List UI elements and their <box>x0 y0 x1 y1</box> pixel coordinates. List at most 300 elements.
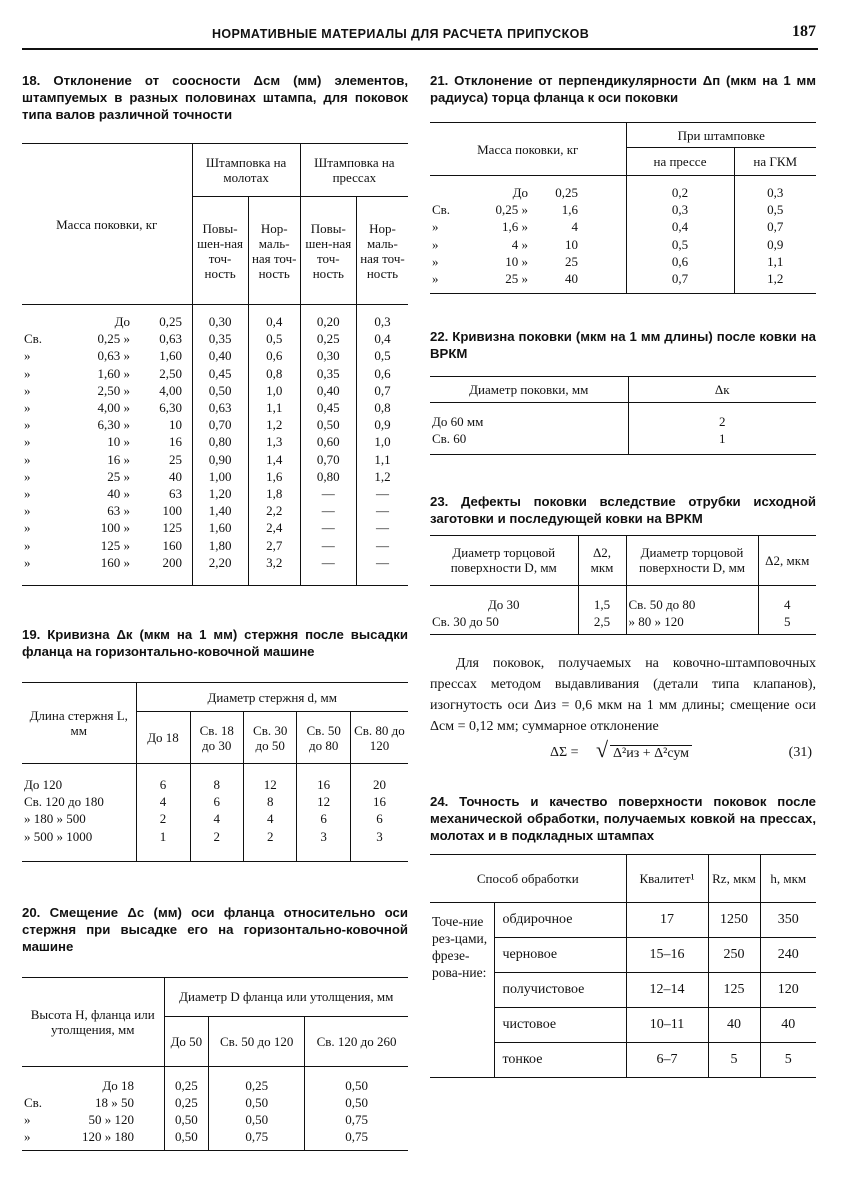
t18-cell: 0,90 <box>192 451 248 468</box>
t18-cell: 0,40 <box>192 347 248 364</box>
t18-cell: 0,50 <box>192 382 248 399</box>
t18-cell: 0,35 <box>300 365 356 382</box>
t20-cell: 0,25 <box>209 1066 305 1094</box>
table-row <box>22 433 408 450</box>
table-row <box>22 468 408 485</box>
table-23-caption: 23. Дефекты поковки вследствие отрубки исходной заготовки и последующей ковки на ВРКМ <box>430 493 816 526</box>
t18-cell: 0,4 <box>374 331 391 347</box>
t21-cell: 0,3 <box>767 185 784 200</box>
t23-diam-cell: Св. 30 до 50 <box>430 613 578 635</box>
t18-cell: — <box>375 537 389 553</box>
table-row <box>22 1094 408 1111</box>
t19-cell: 12 <box>243 764 296 794</box>
t18-mass-part: 4,00 <box>159 382 182 398</box>
t19-col-header: Св. 18 до 30 <box>190 712 243 764</box>
t18-cell: 0,5 <box>374 348 391 364</box>
t24-method-cell: тонкое <box>494 1043 626 1078</box>
t18-mass-part: 0,25 <box>159 314 182 329</box>
formula-31 <box>430 737 816 767</box>
t18-cell: 0,20 <box>300 305 356 331</box>
t20-height-range <box>22 1111 164 1128</box>
t19-cell: 8 <box>243 793 296 810</box>
t22-val-header: Δк <box>628 377 816 403</box>
t18-mass-range <box>22 365 192 382</box>
t19-col-header: До 18 <box>136 712 190 764</box>
t22-cell: 2 <box>719 414 726 430</box>
t19-cell: 12 <box>297 793 350 810</box>
t18-cell: 2,4 <box>248 519 300 536</box>
t21-mass-part: 0,25 <box>555 185 578 200</box>
t21-cell: 1,1 <box>767 253 784 269</box>
t18-cell: — <box>375 520 389 536</box>
t18-mass-range <box>22 554 192 586</box>
t24-cell: 6–7 <box>626 1043 708 1078</box>
t18-mass-part: 10 » <box>107 434 130 450</box>
t20-height-part: Св. <box>24 1095 43 1111</box>
table-20 <box>22 977 408 1151</box>
t23-val-header-1: Δ2, мкм <box>578 535 626 585</box>
t21-mass-part: 25 <box>565 253 578 269</box>
t21-mass-range <box>430 270 626 294</box>
right-column <box>430 72 816 1078</box>
table-row <box>22 399 408 416</box>
t19-length-cell: » 180 » 500 <box>22 810 136 827</box>
table-row <box>22 1111 408 1128</box>
t20-col-header: Св. 120 до 260 <box>305 1016 408 1066</box>
t18-mass-part: 6,30 » <box>97 417 130 433</box>
table-row <box>22 793 408 810</box>
t20-height-part: » <box>24 1129 31 1145</box>
t20-height-range <box>22 1066 164 1094</box>
t20-cell: 0,50 <box>164 1111 209 1128</box>
t18-cell: 0,40 <box>300 382 356 399</box>
t20-cell: 0,50 <box>209 1094 305 1111</box>
t23-diam-header-2: Диаметр торцовой поверхности D, мм <box>626 535 758 585</box>
t18-cell: 1,2 <box>374 468 391 484</box>
t18-mass-part: » <box>24 348 31 364</box>
table-row <box>22 537 408 554</box>
t22-cell: 1 <box>628 430 816 454</box>
table-20-caption: 20. Смещение Δс (мм) оси фланца относительно оси стержня при высадке его на горизонтально-ковочной машине <box>22 904 408 954</box>
t19-diam-header: Диаметр стержня d, мм <box>136 683 408 712</box>
t18-press-header: Штамповка на прессах <box>300 144 408 197</box>
t18-cell: 0,63 <box>192 399 248 416</box>
t18-mass-range <box>22 305 192 331</box>
t20-cell: 0,75 <box>345 1112 368 1128</box>
t24-cell: 125 <box>708 973 760 1008</box>
table-22 <box>430 376 816 454</box>
t20-cell: 0,25 <box>164 1066 209 1094</box>
t18-cell: — <box>300 502 356 519</box>
t18-cell: 1,1 <box>374 451 391 467</box>
t20-cell: 0,25 <box>164 1094 209 1111</box>
t18-mass-header: Масса поковки, кг <box>22 144 192 305</box>
t18-cell: 1,8 <box>248 485 300 502</box>
t24-cell: 5 <box>708 1043 760 1078</box>
table-row <box>430 270 816 294</box>
table-row <box>22 519 408 536</box>
t18-cell: — <box>300 554 356 586</box>
t19-cell: 20 <box>372 777 386 793</box>
table-18-caption: 18. Отклонение от соосности Δсм (мм) элементов, штампуемых в разных половинах штампа, для поковок типа валов различной точности <box>22 73 408 122</box>
formula-radicand: Δ²из + Δ²сум <box>610 745 692 762</box>
t24-cell: 5 <box>760 1043 816 1078</box>
t18-mass-part: 40 <box>169 468 182 484</box>
t18-cell: — <box>356 554 408 586</box>
table-row <box>22 347 408 364</box>
t19-cell: 1 <box>136 828 190 862</box>
t19-col-header: Св. 80 до 120 <box>350 712 408 764</box>
t18-cell: 1,3 <box>248 433 300 450</box>
t18-cell: 1,0 <box>248 382 300 399</box>
t18-mass-part: 16 <box>169 434 182 450</box>
t21-mass-part: » <box>432 271 439 287</box>
table-row <box>22 365 408 382</box>
t24-cell: 12–14 <box>626 973 708 1008</box>
table-row <box>22 451 408 468</box>
t21-mass-part: 4 » <box>511 236 528 252</box>
t18-mass-part: До <box>114 314 130 329</box>
t18-mass-part: » <box>24 451 31 467</box>
t18-mass-part: 16 » <box>107 451 130 467</box>
t23-diam-cell: До 30 <box>430 585 578 613</box>
t18-mass-part: » <box>24 365 31 381</box>
t21-mass-part: » <box>432 219 439 235</box>
t18-cell: 0,6 <box>374 365 391 381</box>
t18-norm-2: Нор-маль-ная точ-ность <box>356 197 408 305</box>
t18-cell: 0,4 <box>248 305 300 331</box>
t18-mass-part: 125 <box>162 520 182 536</box>
t18-cell: — <box>375 503 389 519</box>
t24-cell: 1250 <box>708 903 760 938</box>
t21-cell: 0,5 <box>767 202 784 218</box>
table-row <box>22 416 408 433</box>
t21-cell: 0,3 <box>626 201 734 218</box>
t18-mass-part: 25 <box>169 451 182 467</box>
t18-mass-range <box>22 399 192 416</box>
table-row <box>430 176 816 202</box>
t18-cell: 0,70 <box>192 416 248 433</box>
t18-cell: 0,30 <box>192 305 248 331</box>
table-row <box>430 613 816 635</box>
t21-mass-range <box>430 236 626 253</box>
t24-cell: 350 <box>777 912 799 928</box>
t18-cell: 0,70 <box>300 451 356 468</box>
t20-cell: 0,75 <box>209 1128 305 1150</box>
table-row <box>22 828 408 862</box>
table-row <box>430 201 816 218</box>
page-number: 187 <box>792 23 816 40</box>
t18-high-1: Повы-шен-ная точ-ность <box>192 197 248 305</box>
t18-mass-part: 25 » <box>107 468 130 484</box>
t19-cell: 6 <box>376 811 383 827</box>
t21-cell: 0,6 <box>626 253 734 270</box>
t21-gkm-header: на ГКМ <box>734 148 816 176</box>
t18-mass-range <box>22 468 192 485</box>
t18-cell: 1,00 <box>192 468 248 485</box>
t18-cell: 0,45 <box>300 399 356 416</box>
t18-mass-part: » <box>24 417 31 433</box>
table-21-caption: 21. Отклонение от перпендикулярности Δп (мкм на 1 мм радиуса) торца фланца к оси поковки <box>430 73 816 105</box>
t18-cell: 0,45 <box>192 365 248 382</box>
page-header <box>22 22 818 50</box>
t18-cell: 0,9 <box>374 417 391 433</box>
t19-cell: 4 <box>190 810 243 827</box>
t18-mass-part: » <box>24 520 31 536</box>
t21-cell: 0,7 <box>626 270 734 294</box>
t20-diam-header: Диаметр D фланца или утолщения, мм <box>164 977 408 1016</box>
t18-mass-part: 0,63 » <box>97 348 130 364</box>
t20-cell: 0,50 <box>164 1128 209 1150</box>
t24-cell: 15–16 <box>626 938 708 973</box>
t21-mass-part: » <box>432 236 439 252</box>
t24-cell: 40 <box>760 1008 816 1043</box>
t18-cell: 1,0 <box>374 434 391 450</box>
t21-mass-part: 0,25 » <box>495 202 528 218</box>
t18-mass-part: 100 » <box>100 520 130 536</box>
t20-height-range <box>22 1128 164 1150</box>
table-row <box>22 305 408 331</box>
t18-cell: 1,4 <box>248 451 300 468</box>
t21-mass-part: 1,6 » <box>502 219 528 235</box>
t21-mass-range <box>430 201 626 218</box>
t19-cell: 16 <box>372 794 386 810</box>
table-row <box>22 330 408 347</box>
t23-diam-cell: Св. 50 до 80 <box>626 585 758 613</box>
table-row <box>22 382 408 399</box>
t18-mass-part: 6,30 <box>159 400 182 416</box>
t24-method-cell: получистовое <box>494 973 626 1008</box>
table-row <box>430 236 816 253</box>
t18-mass-part: 0,63 <box>159 331 182 347</box>
table-row <box>22 502 408 519</box>
t21-mass-part: 25 » <box>505 271 528 287</box>
t20-height-part: До 18 <box>102 1077 134 1093</box>
t18-mass-part: 10 <box>169 417 182 433</box>
t18-mass-range <box>22 347 192 364</box>
t21-mass-part: 10 » <box>505 253 528 269</box>
t18-mass-part: 2,50 » <box>97 382 130 398</box>
t18-mass-range <box>22 330 192 347</box>
t19-cell: 16 <box>297 764 350 794</box>
t18-mass-range <box>22 433 192 450</box>
t21-mass-part: 4 <box>571 219 578 235</box>
t24-cell: 40 <box>708 1008 760 1043</box>
t18-norm-1: Нор-маль-ная точ-ность <box>248 197 300 305</box>
t18-mass-part: » <box>24 434 31 450</box>
t18-cell: 0,50 <box>300 416 356 433</box>
t20-col-header: Св. 50 до 120 <box>209 1016 305 1066</box>
t21-cell: 0,2 <box>626 176 734 202</box>
t21-mass-part: 10 <box>565 236 578 252</box>
t18-mass-part: 0,25 » <box>97 331 130 347</box>
t19-cell: 3 <box>350 828 408 862</box>
t20-height-part: 18 » 50 <box>95 1095 134 1111</box>
t18-mass-part: 160 » <box>100 554 130 570</box>
t18-mass-part: 1,60 <box>159 348 182 364</box>
running-title: НОРМАТИВНЫЕ МАТЕРИАЛЫ ДЛЯ РАСЧЕТА ПРИПУСКОВ <box>212 27 590 41</box>
table-row <box>430 218 816 235</box>
t21-cell: 0,9 <box>767 236 784 252</box>
t23-diam-cell: » 80 » 120 <box>626 613 758 635</box>
t19-cell: 2 <box>190 828 243 862</box>
t21-cell: 0,4 <box>626 218 734 235</box>
t24-qual-header: Квалитет¹ <box>626 855 708 903</box>
t18-cell: 1,1 <box>248 399 300 416</box>
t20-height-range <box>22 1094 164 1111</box>
t18-cell: — <box>300 485 356 502</box>
t23-cell: 2,5 <box>578 613 626 635</box>
t24-h-header: h, мкм <box>760 855 816 903</box>
t18-cell: 0,25 <box>300 330 356 347</box>
t21-mass-range <box>430 218 626 235</box>
t24-rz-header: Rz, мкм <box>708 855 760 903</box>
t18-cell: 0,3 <box>374 314 391 329</box>
t20-height-header: Высота Н, фланца или утолщения, мм <box>22 977 164 1066</box>
t23-cell: 5 <box>758 613 816 635</box>
prose-paragraph: Для поковок, получаемых на ковочно-штамповочных прессах методом выдавливания (детали типа клапанов), изогнутость оси Δиз = 0,6 мкм на 1 мм длины; смещение оси Δсм = 0,12 мм; суммарное отклонение <box>430 656 816 735</box>
t18-cell: 0,5 <box>248 330 300 347</box>
t23-val-header-2: Δ2, мкм <box>758 535 816 585</box>
t24-method-header: Способ обработки <box>430 855 626 903</box>
t24-cell: 120 <box>760 973 816 1008</box>
t20-height-part: 120 » 180 <box>82 1129 134 1145</box>
t18-mass-part: » <box>24 468 31 484</box>
t18-cell: 1,60 <box>192 519 248 536</box>
t18-mass-part: 100 <box>162 503 182 519</box>
t18-cell: — <box>300 519 356 536</box>
t18-cell: 0,7 <box>374 382 391 398</box>
t18-mass-range <box>22 537 192 554</box>
left-column <box>22 72 408 1151</box>
t21-mass-part: 1,6 <box>561 202 578 218</box>
t18-cell: 1,40 <box>192 502 248 519</box>
table-row <box>22 810 408 827</box>
table-22-caption: 22. Кривизна поковки (мкм на 1 мм длины) после ковки на ВРКМ <box>430 329 816 362</box>
table-19 <box>22 682 408 862</box>
t19-col-header: Св. 50 до 80 <box>297 712 350 764</box>
t19-length-cell: » 500 » 1000 <box>22 828 136 862</box>
t24-method-cell: черновое <box>494 938 626 973</box>
t19-cell: 4 <box>243 810 296 827</box>
t18-mass-part: 63 » <box>107 503 130 519</box>
t18-high-2: Повы-шен-ная точ-ность <box>300 197 356 305</box>
t18-cell: 0,35 <box>192 330 248 347</box>
table-23 <box>430 535 816 635</box>
t18-cell: 1,20 <box>192 485 248 502</box>
t20-cell: 0,50 <box>345 1077 368 1093</box>
t19-length-header: Длина стержня L, мм <box>22 683 136 764</box>
t18-cell: 0,8 <box>374 400 391 416</box>
t21-press-header: на прессе <box>626 148 734 176</box>
t21-cell: 0,5 <box>626 236 734 253</box>
t21-stamp-header: При штамповке <box>626 123 816 148</box>
t24-cell: 250 <box>708 938 760 973</box>
t18-cell: 2,20 <box>192 554 248 586</box>
t18-cell: 0,60 <box>300 433 356 450</box>
t19-col-header: Св. 30 до 50 <box>243 712 296 764</box>
t18-cell: — <box>300 537 356 554</box>
t18-mass-part: » <box>24 503 31 519</box>
t22-diam-cell: Св. 60 <box>430 430 628 454</box>
t18-mass-part: 4,00 » <box>97 400 130 416</box>
table-19-caption: 19. Кривизна Δк (мкм на 1 мм) стержня после высадки фланца на горизонтально-ковочной машине <box>22 627 408 660</box>
t18-mass-part: » <box>24 382 31 398</box>
t20-cell: 0,75 <box>305 1128 408 1150</box>
t18-cell: 1,6 <box>248 468 300 485</box>
t19-length-cell: Св. 120 до 180 <box>22 793 136 810</box>
t18-cell: 0,80 <box>300 468 356 485</box>
table-row <box>430 903 816 938</box>
t21-mass-range <box>430 253 626 270</box>
t18-cell: 0,80 <box>192 433 248 450</box>
t18-cell: 3,2 <box>248 554 300 586</box>
t18-mass-part: Св. <box>24 331 43 347</box>
t19-length-cell: До 120 <box>22 764 136 794</box>
t18-cell: 0,6 <box>248 347 300 364</box>
t18-mass-range <box>22 416 192 433</box>
t23-cell: 1,5 <box>578 585 626 613</box>
t18-mass-range <box>22 451 192 468</box>
t18-mass-part: 63 <box>169 486 182 502</box>
t18-cell: 2,2 <box>248 502 300 519</box>
table-row <box>430 430 816 454</box>
t21-cell: 0,7 <box>767 219 784 235</box>
table-row <box>430 253 816 270</box>
t18-cell: — <box>375 486 389 502</box>
t20-col-header: До 50 <box>164 1016 209 1066</box>
t18-mass-part: 125 » <box>100 537 130 553</box>
t18-mass-range <box>22 519 192 536</box>
table-row <box>22 1128 408 1150</box>
t18-mass-part: 200 <box>162 554 182 570</box>
table-row <box>22 1066 408 1094</box>
t19-cell: 4 <box>136 793 190 810</box>
t18-cell: 1,80 <box>192 537 248 554</box>
table-row <box>430 403 816 431</box>
t18-mass-part: » <box>24 554 31 570</box>
table-24 <box>430 854 816 1078</box>
sqrt-icon: √ <box>596 737 609 763</box>
t18-mass-part: » <box>24 400 31 416</box>
t21-mass-header: Масса поковки, кг <box>430 123 626 176</box>
table-row <box>430 585 816 613</box>
t21-mass-part: До <box>512 185 528 200</box>
t18-cell: 0,30 <box>300 347 356 364</box>
t19-cell: 3 <box>297 828 350 862</box>
t20-cell: 0,50 <box>345 1095 368 1111</box>
t19-cell: 8 <box>190 764 243 794</box>
t18-cell: 2,7 <box>248 537 300 554</box>
t20-height-part: » <box>24 1112 31 1128</box>
table-row <box>22 554 408 586</box>
t22-diam-header: Диаметр поковки, мм <box>430 377 628 403</box>
table-row <box>22 485 408 502</box>
t21-mass-part: Св. <box>432 202 451 218</box>
t18-mass-part: » <box>24 537 31 553</box>
t24-cell: 10–11 <box>626 1008 708 1043</box>
t23-diam-header-1: Диаметр торцовой поверхности D, мм <box>430 535 578 585</box>
t21-mass-range <box>430 176 626 202</box>
t24-method-cell: обдирочное <box>494 903 626 938</box>
t18-mass-part: » <box>24 486 31 502</box>
t18-cell: 1,2 <box>248 416 300 433</box>
t19-cell: 6 <box>190 793 243 810</box>
table-row <box>22 764 408 794</box>
t18-mass-part: 2,50 <box>159 365 182 381</box>
table-21 <box>430 122 816 294</box>
t19-cell: 6 <box>297 810 350 827</box>
